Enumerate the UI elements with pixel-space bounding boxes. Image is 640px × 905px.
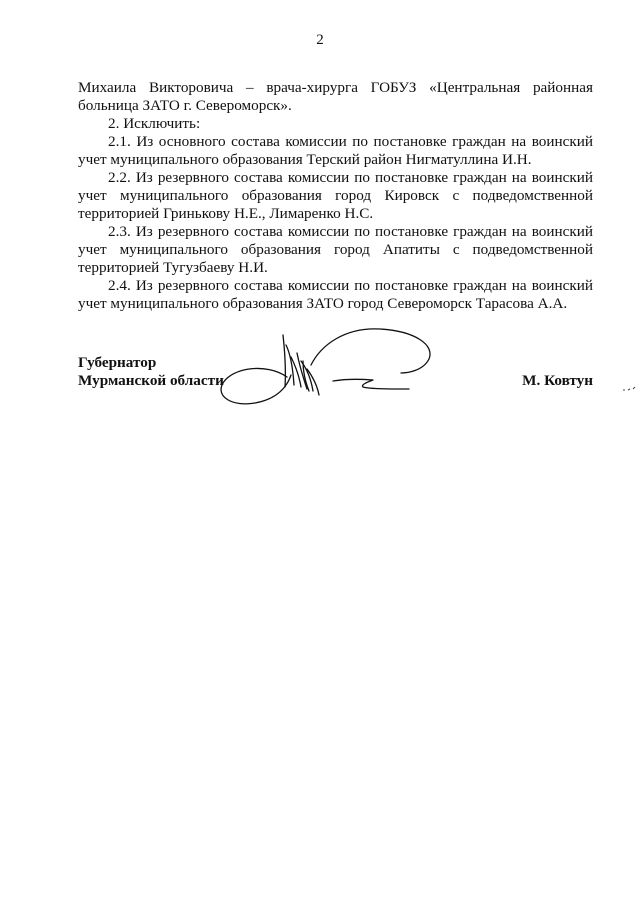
- paragraph-2-1: 2.1. Из основного состава комиссии по постановке граждан на воинский учет муниципального образования Терский район Нигматуллина И.Н.: [78, 133, 593, 168]
- signatory-title-line2: Мурманской области: [78, 372, 224, 389]
- signatory-name: М. Ковтун: [522, 372, 593, 389]
- page-number: 2: [316, 32, 324, 48]
- paragraph-exclude-heading: 2. Исключить:: [108, 115, 201, 132]
- handwritten-signature: [215, 325, 440, 410]
- margin-mark-icon: [622, 386, 636, 392]
- paragraph-continuation: Михаила Викторовича – врача-хирурга ГОБУЗ «Центральная районная больница ЗАТО г. Североморск».: [78, 79, 593, 114]
- paragraph-2-4: 2.4. Из резервного состава комиссии по постановке граждан на воинский учет муниципального образования ЗАТО город Североморск Тарасова А.А.: [78, 277, 593, 312]
- paragraph-2-2: 2.2. Из резервного состава комиссии по постановке граждан на воинский учет муниципального образования город Кировск с подведомственной территорией Гринькову Н.Е., Лимаренко Н.С.: [78, 169, 593, 222]
- paragraph-2-3: 2.3. Из резервного состава комиссии по постановке граждан на воинский учет муниципального образования город Апатиты с подведомственной территорией Тугузбаеву Н.И.: [78, 223, 593, 276]
- document-body: [78, 79, 593, 313]
- signatory-title: [78, 354, 224, 390]
- signatory-title-line1: Губернатор: [78, 354, 157, 371]
